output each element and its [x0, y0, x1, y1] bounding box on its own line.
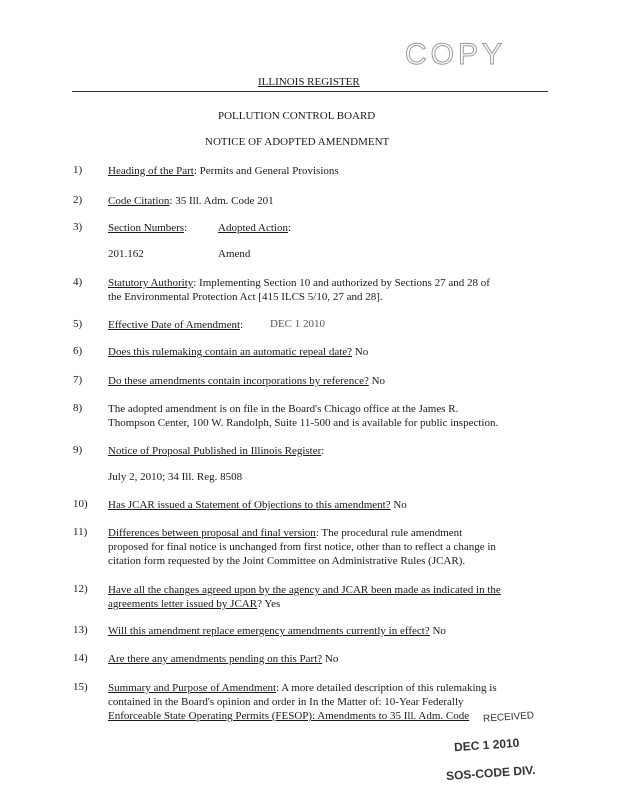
section-number-value: 201.162 — [108, 248, 144, 260]
item-text: : — [184, 222, 188, 234]
item-number: 10) — [73, 498, 88, 510]
received-date-stamp: DEC 1 2010 — [453, 735, 520, 755]
item-label: Statutory Authority — [108, 277, 194, 289]
item-number: 13) — [73, 624, 88, 636]
item-text: : Permits and General Provisions — [193, 165, 339, 177]
item-label: Do these amendments contain incorporations by reference? — [108, 375, 369, 387]
adopted-action-value: Amend — [218, 248, 251, 260]
item-label: Code Citation — [108, 195, 170, 207]
item-on-file: The adopted amendment is on file in the Board's Chicago office at the James R. Thompson Center, 100 W. Randolph, Suite 11-500 and is available for public inspection. — [108, 403, 499, 429]
item-label: Are there any amendments pending on this Part? — [108, 653, 323, 665]
adopted-action-heading: Adopted Action: — [218, 222, 292, 234]
item-emergency-amendments: Will this amendment replace emergency amendments currently in effect? No — [108, 625, 446, 637]
item-label: Differences between proposal and final version — [108, 527, 316, 539]
item-number: 14) — [73, 652, 88, 664]
item-number: 5) — [73, 318, 83, 330]
item-statutory-authority: Statutory Authority: Implementing Section 10 and authorized by Sections 27 and 28 of the Environmental Protection Act [415 ILCS 5/10, 27 and 28]. — [108, 277, 490, 303]
item-label: Effective Date of Amendment — [108, 319, 241, 331]
item-number: 12) — [73, 583, 88, 595]
item-differences: Differences between proposal and final version: The procedural rule amendment proposed for final notice is unchanged from first notice, other than to reflect a change in citation form requested by the Joint Committee on Administrative Rules (JCAR). — [108, 527, 496, 567]
item-number: 3) — [73, 221, 83, 233]
handwritten-effective-date: DEC 1 2010 — [270, 318, 325, 330]
item-code-citation — [108, 194, 548, 208]
item-heading-of-part — [108, 164, 548, 178]
item-number: 15) — [73, 681, 88, 693]
header-rule — [72, 91, 548, 92]
item-number: 2) — [73, 194, 83, 206]
copy-stamp: COPY — [405, 38, 507, 71]
item-notice-of-proposal: Notice of Proposal Published in Illinois Register: — [108, 445, 325, 457]
item-number: 7) — [73, 374, 83, 386]
item-section-numbers — [108, 221, 548, 235]
item-label: Does this rulemaking contain an automatic repeal date? — [108, 346, 353, 358]
sos-code-stamp: SOS-CODE DIV. — [445, 762, 536, 784]
received-stamp: RECEIVED — [482, 710, 535, 725]
item-label: Summary and Purpose of Amendment — [108, 682, 277, 694]
board-title: POLLUTION CONTROL BOARD — [218, 110, 376, 122]
proposal-citation: July 2, 2010; 34 Ill. Reg. 8508 — [108, 471, 243, 483]
item-effective-date: Effective Date of Amendment: — [108, 319, 244, 331]
item-label: Notice of Proposal Published in Illinois Register — [108, 445, 322, 457]
item-pending-amendments: Are there any amendments pending on this Part? No — [108, 653, 339, 665]
item-label: Section Numbers — [108, 222, 185, 234]
item-summary-purpose: Summary and Purpose of Amendment: A more detailed description of this rulemaking is contained in the Board's opinion and order in In the Matter of: 10-Year Federally Enforceable State Operating Permits (FESOP): Amendments to 35 Ill. Adm. Code — [108, 682, 497, 722]
item-number: 4) — [73, 276, 83, 288]
item-number: 1) — [73, 164, 83, 176]
item-number: 9) — [73, 444, 83, 456]
register-header: ILLINOIS REGISTER — [258, 76, 360, 88]
item-number: 6) — [73, 345, 83, 357]
item-text: : 35 Ill. Adm. Code 201 — [169, 195, 274, 207]
item-jcar-objections: Has JCAR issued a Statement of Objections to this amendment? No — [108, 499, 407, 511]
item-label: Heading of the Part — [108, 165, 194, 177]
item-label: Will this amendment replace emergency amendments currently in effect? — [108, 625, 430, 637]
item-label: Has JCAR issued a Statement of Objections to this amendment? — [108, 499, 391, 511]
item-number: 11) — [73, 526, 88, 538]
item-number: 8) — [73, 402, 83, 414]
item-incorporations: Do these amendments contain incorporations by reference? No — [108, 375, 386, 387]
item-repeal-date: Does this rulemaking contain an automatic repeal date? No — [108, 346, 369, 358]
notice-title: NOTICE OF ADOPTED AMENDMENT — [205, 136, 390, 148]
item-agreed-changes: Have all the changes agreed upon by the agency and JCAR been made as indicated in the agreements letter issued by JCAR? Yes — [108, 584, 501, 610]
